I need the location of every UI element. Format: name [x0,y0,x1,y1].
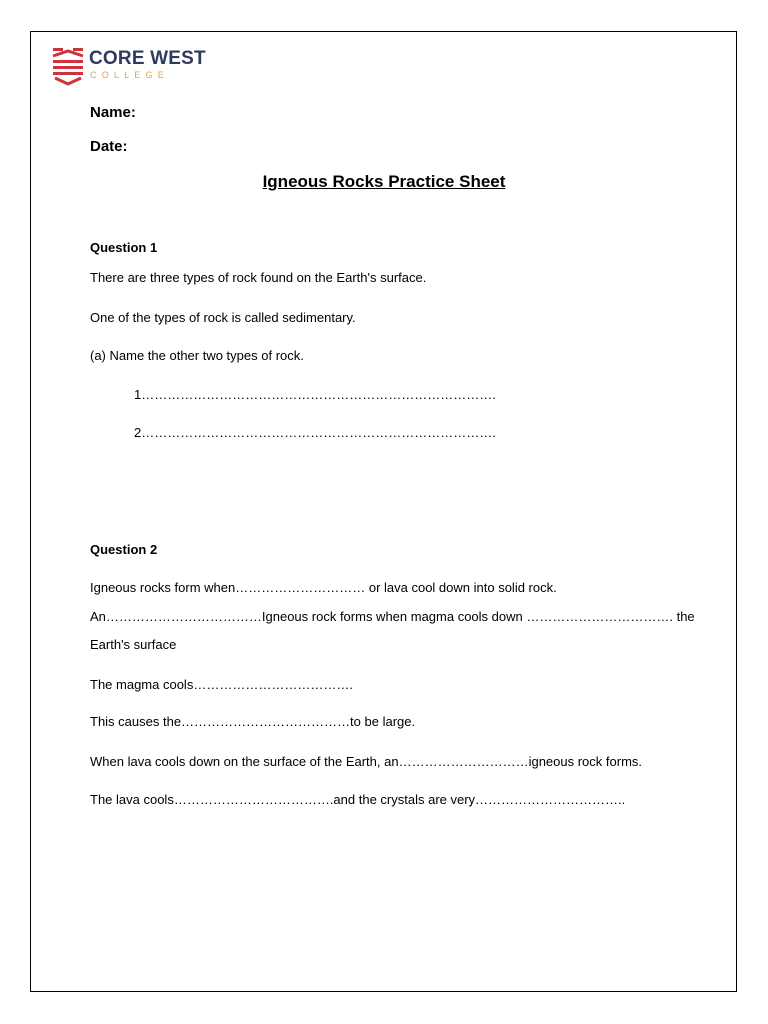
question-2-line: The lava cools……………………………….and the crystals are very…………………………….. [90,792,626,807]
college-logo [51,46,211,88]
page-title: Igneous Rocks Practice Sheet [262,172,506,191]
question-2-heading: Question 2 [90,542,158,557]
question-1-line: One of the types of rock is called sedimentary. [90,310,356,325]
question-1-line: (a) Name the other two types of rock. [90,348,304,363]
college-subtitle: COLLEGE [90,70,169,80]
question-2-line: This causes the…………………………………to be large. [90,714,416,729]
question-2-line: The magma cools………………………………. [90,677,353,692]
answer-line-2: 2………………………………………………………………………. [134,425,496,440]
question-2-line: Igneous rocks form when………………………… or lava cool down into solid rock. [90,580,557,595]
answer-line-1: 1………………………………………………………………………. [134,387,496,402]
question-2-line: When lava cools down on the surface of the Earth, an…………………………igneous rock forms. [90,754,643,769]
name-label: Name: [90,104,136,121]
college-name: CORE WEST [89,48,206,69]
date-label: Date: [90,138,128,155]
question-2-line: Earth's surface [90,637,177,652]
question-2-line: An………………………………Igneous rock forms when magma cools down ……………………………. the [90,609,695,624]
question-1-heading: Question 1 [90,240,158,255]
college-crest-icon [51,46,85,88]
question-1-line: There are three types of rock found on the Earth's surface. [90,270,427,285]
